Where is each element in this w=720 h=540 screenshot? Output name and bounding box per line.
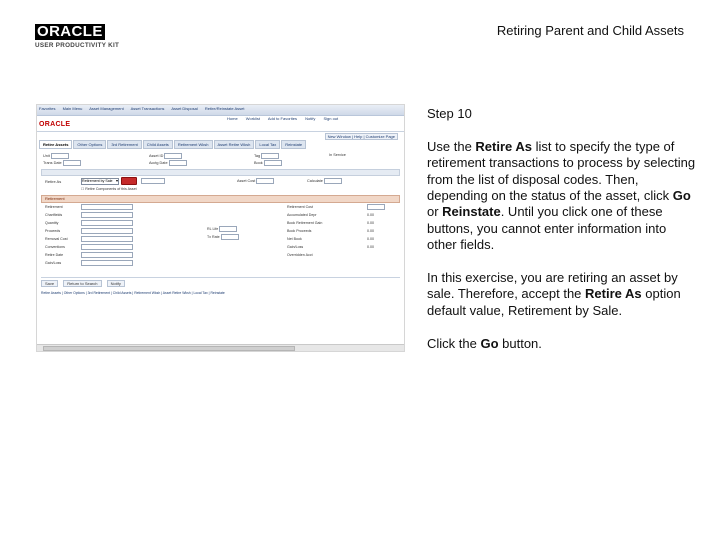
application-screenshot (36, 104, 405, 352)
text-segment: list to specify the type of retirement transactions to process by selecting from the list of disposal codes. Then, depending on the status of the asset, click (427, 138, 696, 204)
tab-retire-assets[interactable]: Retire Assets (39, 140, 72, 149)
field-trans-date: Trans Date (43, 160, 81, 166)
horizontal-scrollbar[interactable] (37, 344, 404, 351)
emphasis-retire-as: Retire As (585, 286, 642, 302)
text-segment: or (427, 204, 443, 220)
logo-subtitle: USER PRODUCTIVITY KIT (35, 42, 120, 49)
menu-retire-reinstate[interactable]: Retire/Reinstate Asset (204, 106, 245, 111)
page-title: Retiring Parent and Child Assets (496, 23, 684, 38)
app-menubar (37, 105, 404, 116)
emphasis-go: Go (672, 188, 691, 204)
field-tag: Tag (254, 153, 279, 159)
text-segment: . Until you click one of these buttons, you cannot enter information into other fields. (427, 204, 667, 253)
left-field-inputs[interactable] (81, 203, 133, 267)
tab-reinstate[interactable]: Reinstate (281, 140, 306, 149)
text-segment: In this exercise, you are retiring an asset by sale. Therefore, accept the (427, 270, 678, 302)
field-asset-id: Asset ID (149, 153, 182, 159)
menu-asset-disposal[interactable]: Asset Disposal (171, 106, 198, 111)
oracle-upk-logo (35, 23, 150, 49)
field-accounting-date: Acctg Date (149, 160, 187, 166)
new-window-links[interactable]: New Window | Help | Customize Page (325, 133, 398, 140)
right-field-values: 0.00 0.00 0.00 0.00 0.00 (367, 203, 385, 251)
menu-main[interactable]: Main Menu (62, 106, 83, 111)
retire-as-label: Retire As (45, 179, 62, 184)
link-sign-out[interactable]: Sign out (323, 116, 339, 121)
menu-favorites[interactable]: Favorites (39, 106, 56, 111)
tab-other-options[interactable]: Other Options (73, 140, 106, 149)
emphasis-retire-as: Retire As (475, 138, 533, 154)
instruction-panel (427, 106, 697, 368)
menu-asset-management[interactable]: Asset Management (89, 106, 124, 111)
tab-child-assets[interactable]: Child Assets (143, 140, 173, 149)
field-unit: Unit (43, 153, 69, 159)
retire-as-value: Retirement by Sale (82, 179, 113, 183)
oracle-word: ORACLE (37, 23, 103, 40)
overridden-label: Overridden Acct (287, 253, 313, 257)
retire-components-checkbox[interactable]: ☐ Retire Components of this Asset (81, 187, 137, 191)
instruction-paragraph-3 (427, 336, 697, 352)
oracle-wordmark (35, 24, 105, 40)
retirement-label: Retirement (45, 196, 65, 201)
left-field-labels: Retirement Chartfields Quantity Proceeds Removal Cost Conventions Retire Date Gain/Loss (45, 205, 68, 265)
field-status: In Service (329, 153, 346, 157)
notify-button[interactable]: Notify (107, 280, 125, 287)
asset-header-fields (39, 151, 402, 171)
return-button[interactable]: Return to Search (63, 280, 101, 287)
asset-cost-field: Asset Cost (237, 178, 274, 184)
divider (37, 131, 404, 132)
tab-local-tax[interactable]: Local Tax (255, 140, 280, 149)
instruction-paragraph-2 (427, 270, 697, 319)
step-label: Step 10 (427, 106, 472, 121)
text-segment: Click the (427, 335, 481, 351)
text-segment: option default value, Retirement by Sale. (427, 286, 681, 318)
menu-asset-transactions[interactable]: Asset Transactions (130, 106, 165, 111)
link-worklist[interactable]: Worklist (245, 116, 260, 121)
action-buttons (41, 281, 129, 286)
divider-bottom (41, 277, 400, 278)
text-segment: Use the (427, 138, 476, 154)
tab-retirement-wksh[interactable]: Retirement Wksh (174, 140, 213, 149)
middle-fields: RL Life Tx Rate (207, 217, 239, 241)
breadcrumb-menu (39, 106, 250, 111)
go-button[interactable] (121, 177, 137, 185)
app-oracle-logo: ORACLE (39, 121, 71, 128)
tab-3rd-retirement[interactable]: 3rd Retirement (107, 140, 141, 149)
link-home[interactable]: Home (227, 116, 238, 121)
emphasis-go: Go (480, 335, 499, 351)
save-button[interactable]: Save (41, 280, 58, 287)
calculated-field: Calculate (307, 178, 342, 184)
page-tabs (39, 140, 402, 149)
summary-band (41, 169, 400, 176)
reinstate-field (141, 178, 165, 184)
retire-as-dropdown[interactable] (81, 178, 119, 185)
scrollbar-thumb[interactable] (43, 346, 295, 351)
text-segment: button. (498, 335, 542, 351)
link-notify[interactable]: Notify (305, 116, 316, 121)
header-links (227, 116, 345, 121)
emphasis-reinstate: Reinstate (442, 204, 501, 220)
link-add-favorites[interactable]: Add to Favorites (267, 116, 297, 121)
checkbox-label: Retire Components of this Asset (85, 187, 137, 191)
right-field-labels: Retirement Cost Accumulated Depr Book Retirement Gain Book Proceeds Net Book Gain/Loss Overridden Acct (287, 205, 323, 257)
retirement-section-header (41, 195, 400, 203)
tab-asset-retire-wksh[interactable]: Asset Retire Wksh (214, 140, 255, 149)
tab-footer-links[interactable]: Retire Assets | Other Options | 3rd Retirement | Child Assets | Retirement Wksh | Asset Retire Wksh | Local Tax | Reinstate (41, 291, 225, 295)
instruction-paragraph-1 (427, 139, 697, 254)
field-book: Book (254, 160, 282, 166)
